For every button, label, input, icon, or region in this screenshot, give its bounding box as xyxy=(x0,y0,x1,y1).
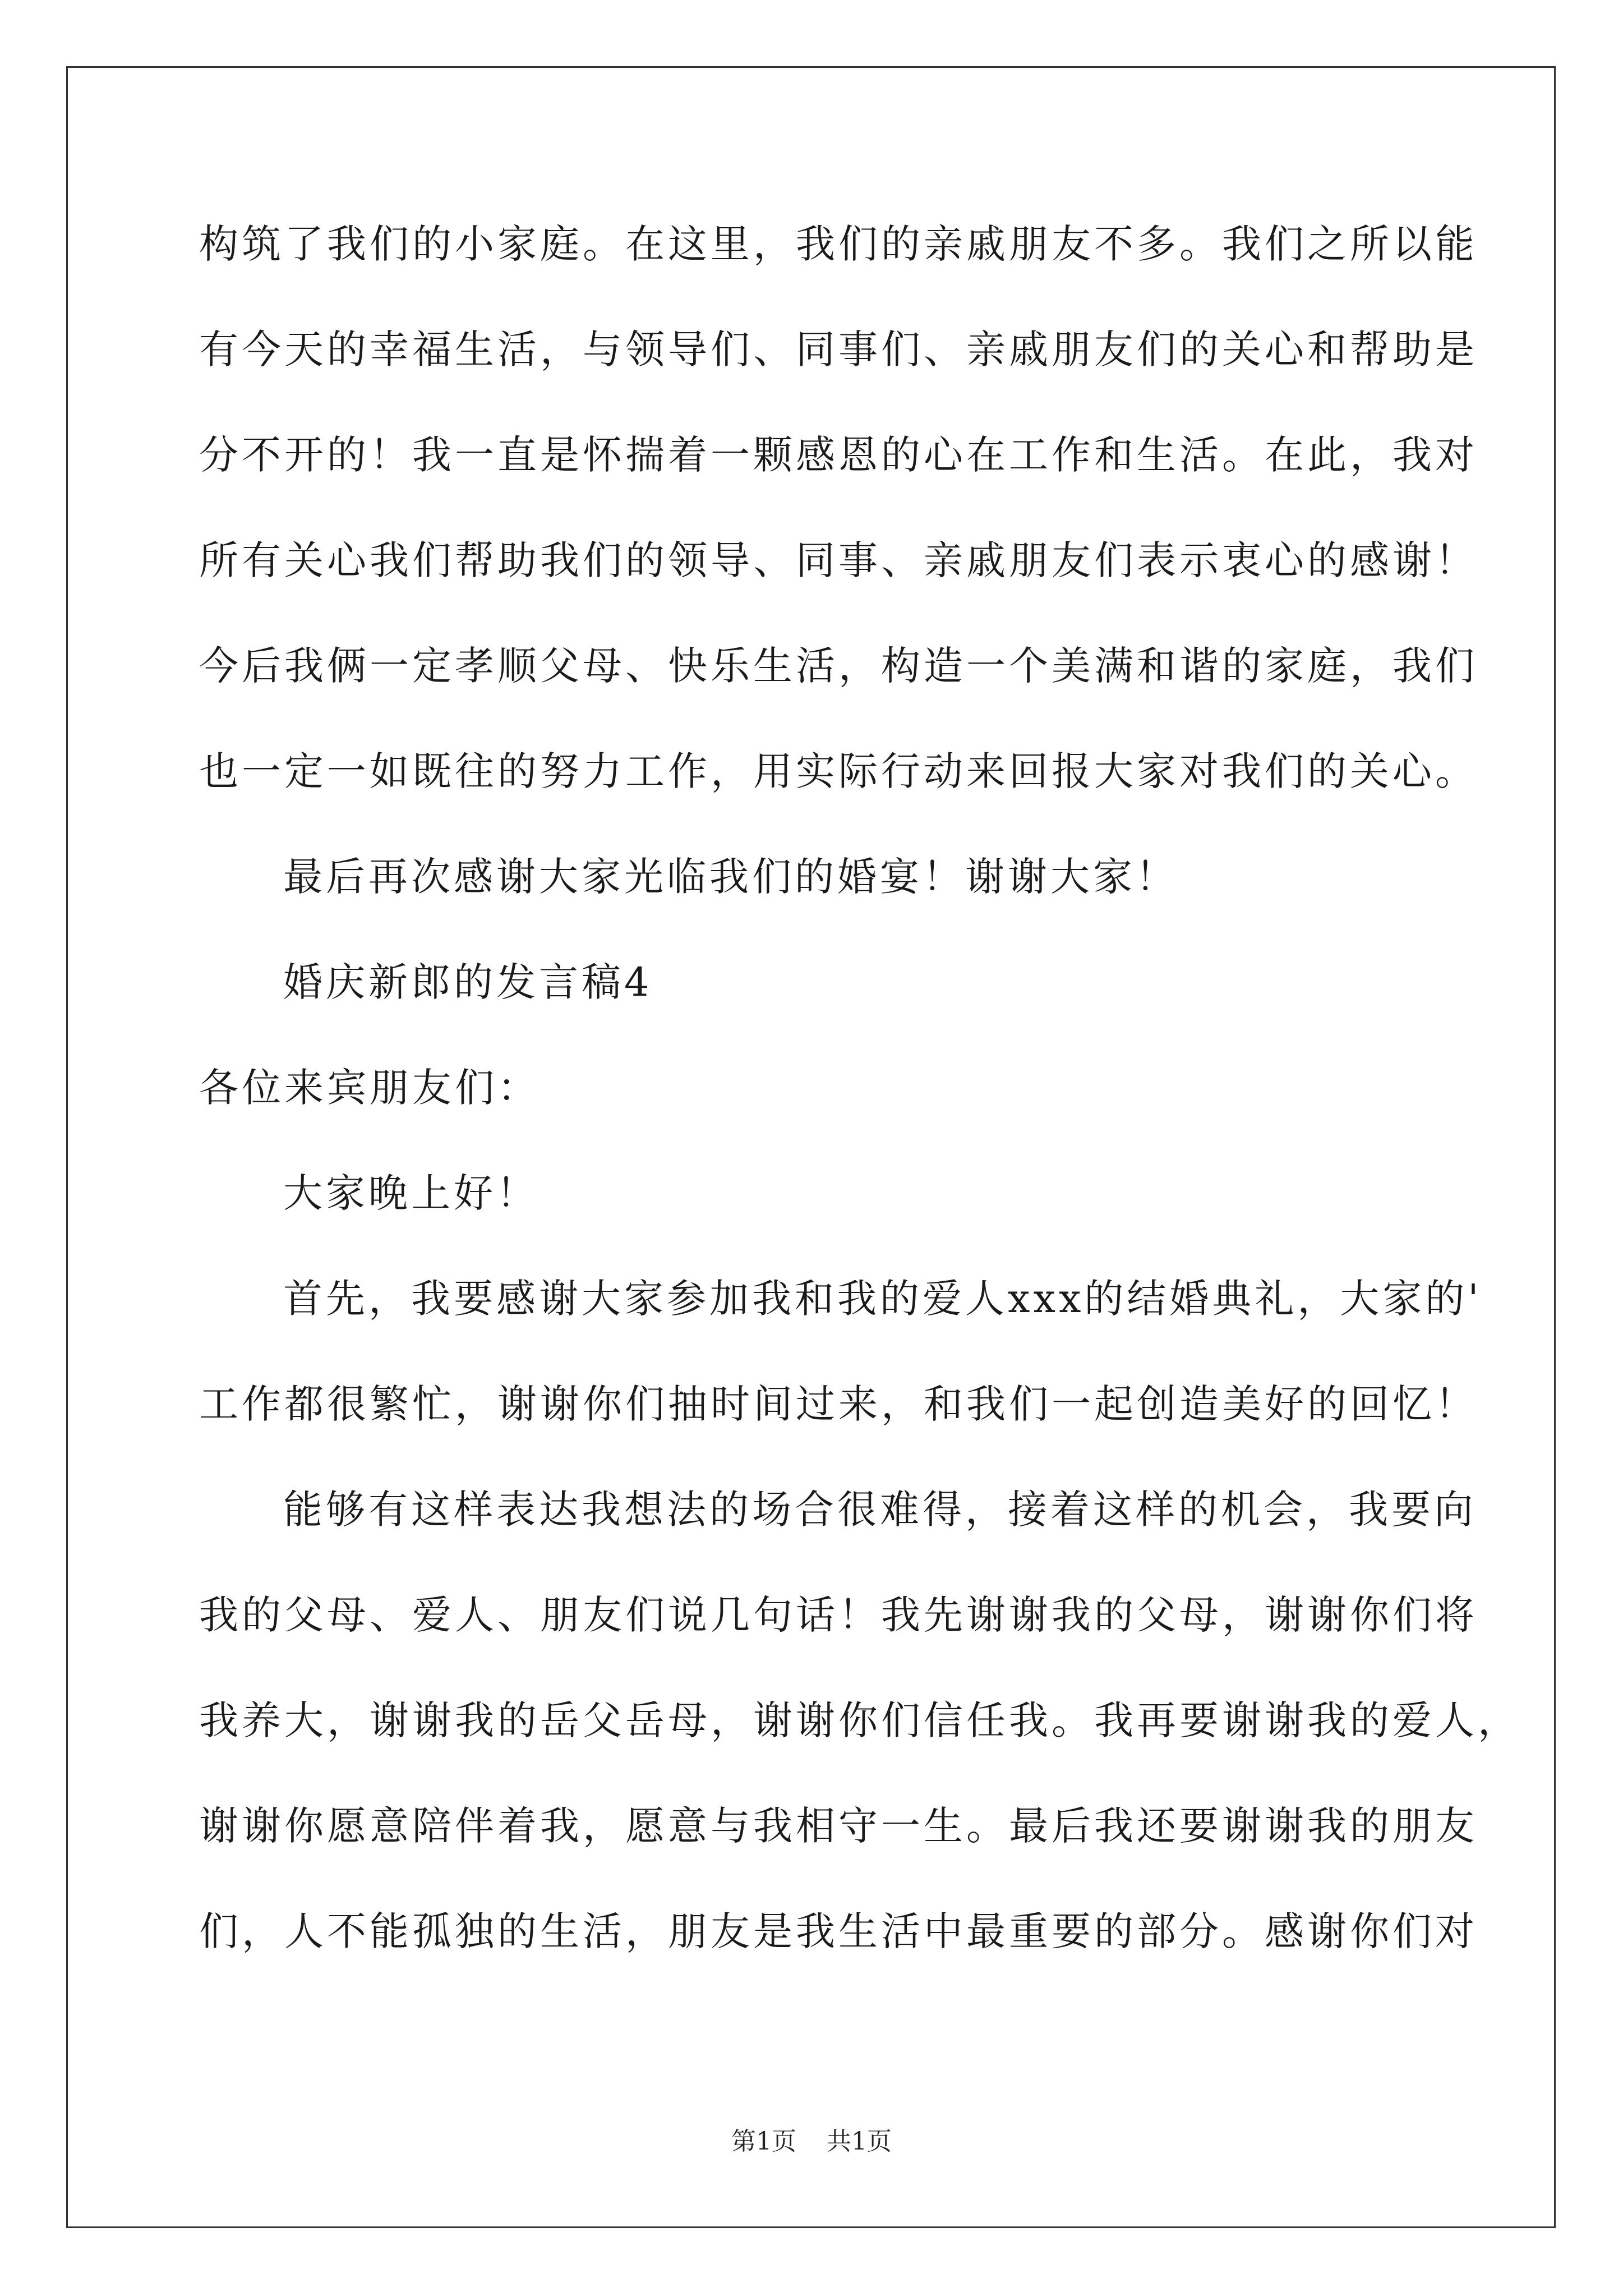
page-count: 共1页 xyxy=(827,2127,892,2156)
text-line: 谢谢你愿意陪伴着我，愿意与我相守一生。最后我还要谢谢我的朋友 xyxy=(199,1803,1478,1849)
text-line: 构筑了我们的小家庭。在这里，我们的亲戚朋友不多。我们之所以能 xyxy=(199,221,1478,267)
text-line: 婚庆新郎的发言稿4 xyxy=(283,959,653,1005)
text-line: 有今天的幸福生活，与领导们、同事们、亲戚朋友们的关心和帮助是 xyxy=(199,326,1478,372)
text-line: 我养大，谢谢我的岳父岳母，谢谢你们信任我。我再要谢谢我的爱人， xyxy=(199,1697,1520,1743)
text-line: 们，人不能孤独的生活，朋友是我生活中最重要的部分。感谢你们对 xyxy=(199,1908,1478,1954)
text-line: 大家晚上好！ xyxy=(283,1170,539,1216)
text-line: 今后我俩一定孝顺父母、快乐生活，构造一个美满和谐的家庭，我们 xyxy=(199,643,1478,689)
text-line: 最后再次感谢大家光临我们的婚宴！谢谢大家！ xyxy=(283,854,1178,900)
text-line: 我的父母、爱人、朋友们说几句话！我先谢谢我的父母，谢谢你们将 xyxy=(199,1592,1478,1638)
text-line: 所有关心我们帮助我们的领导、同事、亲戚朋友们表示衷心的感谢！ xyxy=(199,537,1478,583)
text-line: 也一定一如既往的努力工作，用实际行动来回报大家对我们的关心。 xyxy=(199,748,1478,794)
page-number: 第1页 xyxy=(731,2127,796,2156)
text-line: 工作都很繁忙，谢谢你们抽时间过来，和我们一起创造美好的回忆！ xyxy=(199,1381,1478,1427)
text-line: 能够有这样表达我想法的场合很难得，接着这样的机会，我要向 xyxy=(283,1487,1477,1533)
page-footer xyxy=(0,2125,1623,2159)
text-line: 首先，我要感谢大家参加我和我的爱人xxx的结婚典礼，大家的' xyxy=(283,1276,1482,1322)
text-line: 分不开的！我一直是怀揣着一颗感恩的心在工作和生活。在此，我对 xyxy=(199,432,1478,478)
document-body xyxy=(199,216,1520,2009)
text-line: 各位来宾朋友们： xyxy=(199,1065,540,1111)
